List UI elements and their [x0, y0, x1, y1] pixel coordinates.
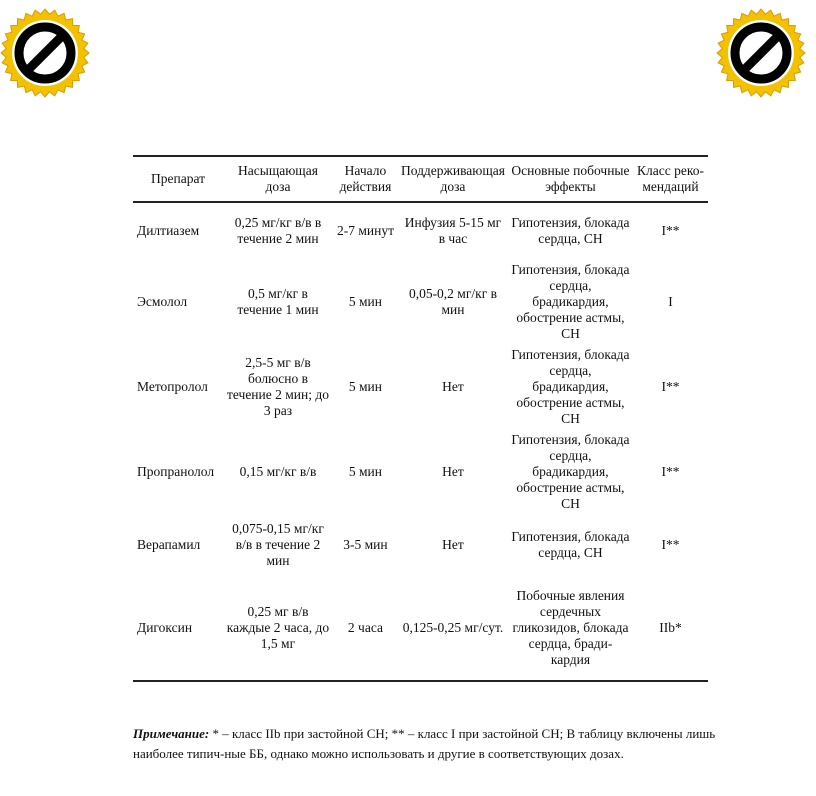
header-loading-dose: Насыщающая доза — [223, 156, 333, 202]
cell-onset: 3-5 мин — [343, 537, 388, 552]
header-maintenance-dose: Поддерживающая доза — [398, 156, 508, 202]
cell-drug: Верапамил — [137, 537, 201, 552]
cell-drug: Дилтиазем — [137, 223, 200, 238]
cell-maintenance-dose: Нет — [442, 537, 464, 552]
cell-class: I — [668, 293, 673, 309]
cell-class: I** — [661, 223, 680, 238]
cell-loading-dose: 0,25 мг/кг в/в в течение 2 мин — [234, 215, 322, 246]
table-header-row — [133, 156, 708, 202]
header-onset: Начало действия — [333, 156, 398, 202]
cell-maintenance-dose: 0,05-0,2 мг/кг в мин — [408, 285, 497, 317]
table-footnote — [133, 724, 733, 764]
cell-maintenance-dose: 0,125-0,25 мг/сут. — [398, 576, 508, 681]
cell-onset: 5 мин — [348, 463, 383, 479]
header-side-effects: Основные побочные эффекты — [508, 156, 633, 202]
cell-drug: Пропранолол — [137, 463, 215, 479]
cell-maintenance-dose: Нет — [442, 463, 464, 479]
cell-onset: 2 часа — [333, 576, 398, 681]
prohibition-badge-right-icon — [716, 8, 806, 98]
table-row — [133, 344, 708, 429]
cell-class: I** — [661, 537, 680, 552]
table-row — [133, 576, 708, 681]
cell-class: IIb* — [633, 576, 708, 681]
cell-loading-dose: 0,075-0,15 мг/кг в/в в течение 2 мин — [232, 521, 324, 568]
cell-drug: Метопролол — [137, 378, 208, 394]
header-drug: Препарат — [133, 156, 223, 202]
table-row — [133, 429, 708, 514]
cell-class: I** — [661, 378, 680, 394]
cell-onset: 5 мин — [348, 293, 383, 309]
cell-side-effects: Побочные явления сердечных гликозидов, блокада сердца, бради-кардия — [508, 576, 633, 681]
cell-side-effects: Гипотензия, блокада сердца, брадикардия, обострение астмы, СН — [511, 346, 630, 426]
cell-loading-dose: 0,15 мг/кг в/в — [239, 463, 317, 479]
table-row — [133, 514, 708, 576]
table-row — [133, 202, 708, 259]
footnote-text: * – класс IIb при застойной СН; ** – класс I при застойной СН; В таблицу включены лишь наиболее типич-ные ББ, однако можно использовать и другие в соответствующих дозах. — [133, 726, 716, 761]
header-recommendation-class: Класс реко-мендаций — [633, 156, 708, 202]
cell-side-effects: Гипотензия, блокада сердца, СН — [511, 215, 630, 246]
table-row — [133, 259, 708, 344]
cell-onset: 5 мин — [348, 378, 383, 394]
cell-onset: 2-7 минут — [336, 223, 394, 238]
cell-loading-dose: 0,5 мг/кг в течение 1 мин — [237, 285, 319, 317]
footnote-label: Примечание: — [133, 726, 210, 741]
drug-dosage-table — [133, 155, 708, 682]
cell-drug: Эсмолол — [137, 293, 188, 309]
cell-loading-dose: 2,5-5 мг в/в болюсно в течение 2 мин; до 3 раз — [226, 354, 329, 418]
cell-loading-dose: 0,25 мг в/в каждые 2 часа, до 1,5 мг — [223, 576, 333, 681]
cell-drug: Дигоксин — [133, 576, 223, 681]
cell-side-effects: Гипотензия, блокада сердца, брадикардия, обострение астмы, СН — [511, 431, 630, 511]
cell-side-effects: Гипотензия, блокада сердца, брадикардия, обострение астмы, СН — [511, 261, 630, 341]
prohibition-badge-left-icon — [0, 8, 90, 98]
cell-side-effects: Гипотензия, блокада сердца, СН — [511, 529, 630, 560]
cell-class: I** — [661, 463, 680, 479]
cell-maintenance-dose: Инфузия 5-15 мг в час — [404, 215, 502, 246]
cell-maintenance-dose: Нет — [442, 378, 464, 394]
